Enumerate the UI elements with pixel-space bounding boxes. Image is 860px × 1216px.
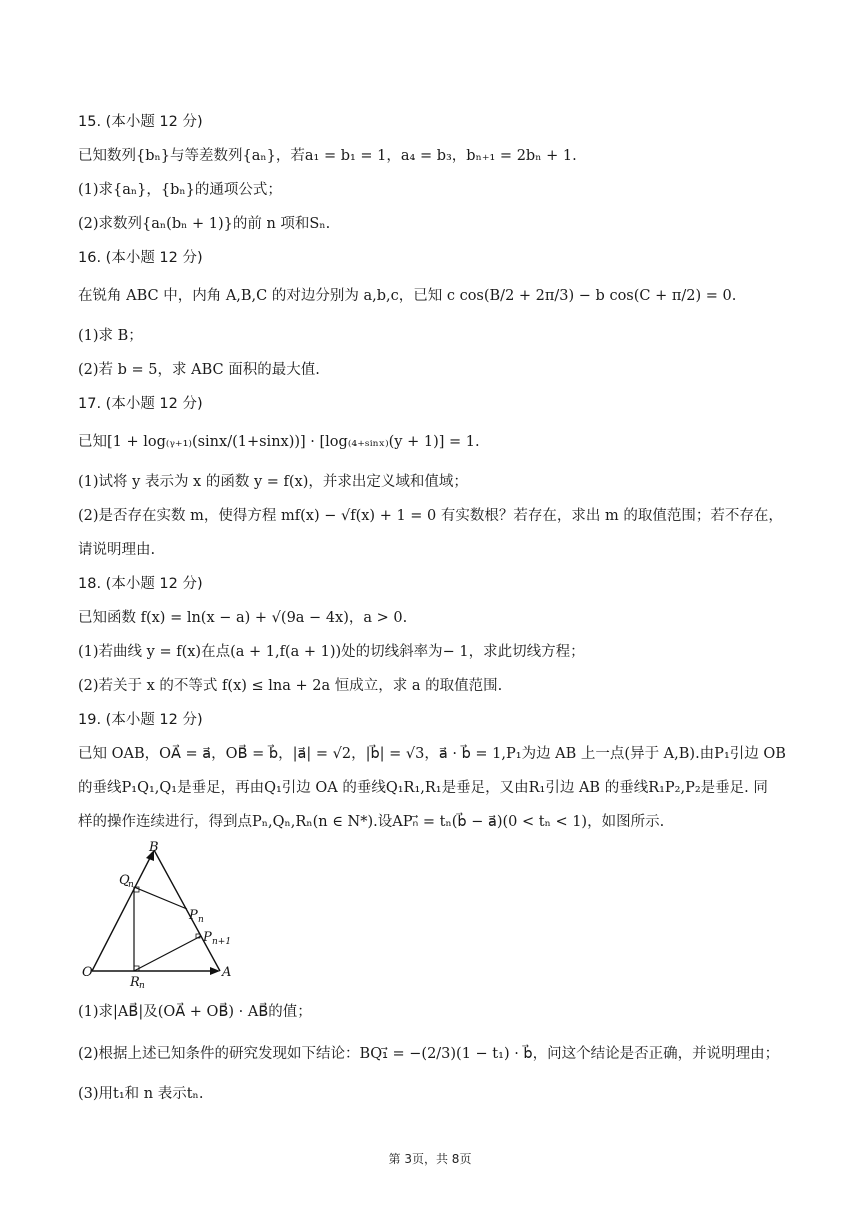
- problem-17-heading: 17. (本小题 12 分): [78, 396, 203, 412]
- segment-qn-pn: [134, 887, 187, 909]
- problem-19-part-2: (2)根据上述已知条件的研究发现如下结论：BQ₁⃗ = −(2/3)(1 − t₁) · b⃗，问这个结论是否正确，并说明理由；: [78, 1046, 780, 1062]
- problem-19-heading: 19. (本小题 12 分): [78, 712, 203, 728]
- label-pn: P: [189, 908, 198, 923]
- problem-18-heading: 18. (本小题 12 分): [78, 576, 203, 592]
- label-r: R: [130, 975, 140, 988]
- label-a: A: [222, 965, 232, 980]
- segment-ob: [92, 854, 152, 971]
- label-pn1: P: [203, 930, 212, 945]
- problem-17-part-2-cont: 请说明理由.: [78, 542, 156, 558]
- problem-16-heading: 16. (本小题 12 分): [78, 250, 203, 266]
- problem-19-statement-3: 样的操作连续进行，得到点Pₙ,Qₙ,Rₙ(n ∈ N*).设APₙ⃗ = tₙ(b⃗ − a⃗)(0 < tₙ < 1)，如图所示.: [78, 814, 665, 830]
- problem-17-part-2: (2)是否存在实数 m，使得方程 mf(x) − √f(x) + 1 = 0 有实数根？若存在，求出 m 的取值范围；若不存在，: [78, 508, 783, 524]
- problem-15-part-2: (2)求数列{aₙ(bₙ + 1)}的前 n 项和Sₙ.: [78, 216, 331, 232]
- problem-17-part-1: (1)试将 y 表示为 x 的函数 y = f(x)，并求出定义域和值域；: [78, 474, 468, 490]
- problem-19-statement-1: 已知 OAB，OA⃗ = a⃗，OB⃗ = b⃗，|a⃗| = √2，|b⃗| = √3，a⃗ · b⃗ = 1,P₁为边 AB 上一点(异于 A,B).由P₁引边 OB: [78, 746, 786, 762]
- problem-19-part-1: (1)求|AB⃗|及(OA⃗ + OB⃗) · AB⃗的值；: [78, 1004, 312, 1020]
- problem-18-part-2: (2)若关于 x 的不等式 f(x) ≤ lna + 2a 恒成立，求 a 的取值范围.: [78, 678, 503, 694]
- problem-16-part-1: (1)求 B；: [78, 328, 143, 344]
- problem-18-part-1: (1)若曲线 y = f(x)在点(a + 1,f(a + 1))处的切线斜率为− 1，求此切线方程；: [78, 644, 585, 660]
- label-o: O: [82, 965, 93, 980]
- problem-16-part-2: (2)若 b = 5，求 ABC 面积的最大值.: [78, 362, 320, 378]
- problem-18-statement: 已知函数 f(x) = ln(x − a) + √(9a − 4x)，a > 0.: [78, 610, 408, 626]
- segment-rn-pn1: [134, 936, 201, 971]
- triangle-figure: [82, 838, 242, 988]
- problem-15-heading: 15. (本小题 12 分): [78, 114, 203, 130]
- label-q-sub: n: [128, 880, 134, 890]
- segment-ab: [154, 850, 220, 971]
- label-b: B: [149, 840, 159, 855]
- problem-15-part-1: (1)求{aₙ}，{bₙ}的通项公式；: [78, 182, 282, 198]
- label-pn1-sub: n+1: [212, 937, 232, 947]
- problem-16-statement: 在锐角 ABC 中，内角 A,B,C 的对边分别为 a,b,c，已知 c cos(B/2 + 2π/3) − b cos(C + π/2) = 0.: [78, 288, 737, 304]
- label-r-sub: n: [139, 981, 145, 988]
- page-footer: 第 3页，共 8页: [388, 1152, 472, 1166]
- label-pn-sub: n: [198, 915, 204, 925]
- problem-19-statement-2: 的垂线P₁Q₁,Q₁是垂足，再由Q₁引边 OA 的垂线Q₁R₁,R₁是垂足，又由R₁引边 AB 的垂线R₁P₂,P₂是垂足. 同: [78, 780, 768, 796]
- label-q: Q: [119, 873, 130, 888]
- problem-15-statement: 已知数列{bₙ}与等差数列{aₙ}，若a₁ = b₁ = 1，a₄ = b₃，bₙ₊₁ = 2bₙ + 1.: [78, 148, 577, 164]
- problem-19-part-3: (3)用t₁和 n 表示tₙ.: [78, 1086, 204, 1102]
- problem-17-statement: 已知[1 + log₍ᵧ₊₁₎(sinx/(1+sinx))] · [log₍₄₊ₛᵢₙₓ₎(y + 1)] = 1.: [78, 434, 480, 450]
